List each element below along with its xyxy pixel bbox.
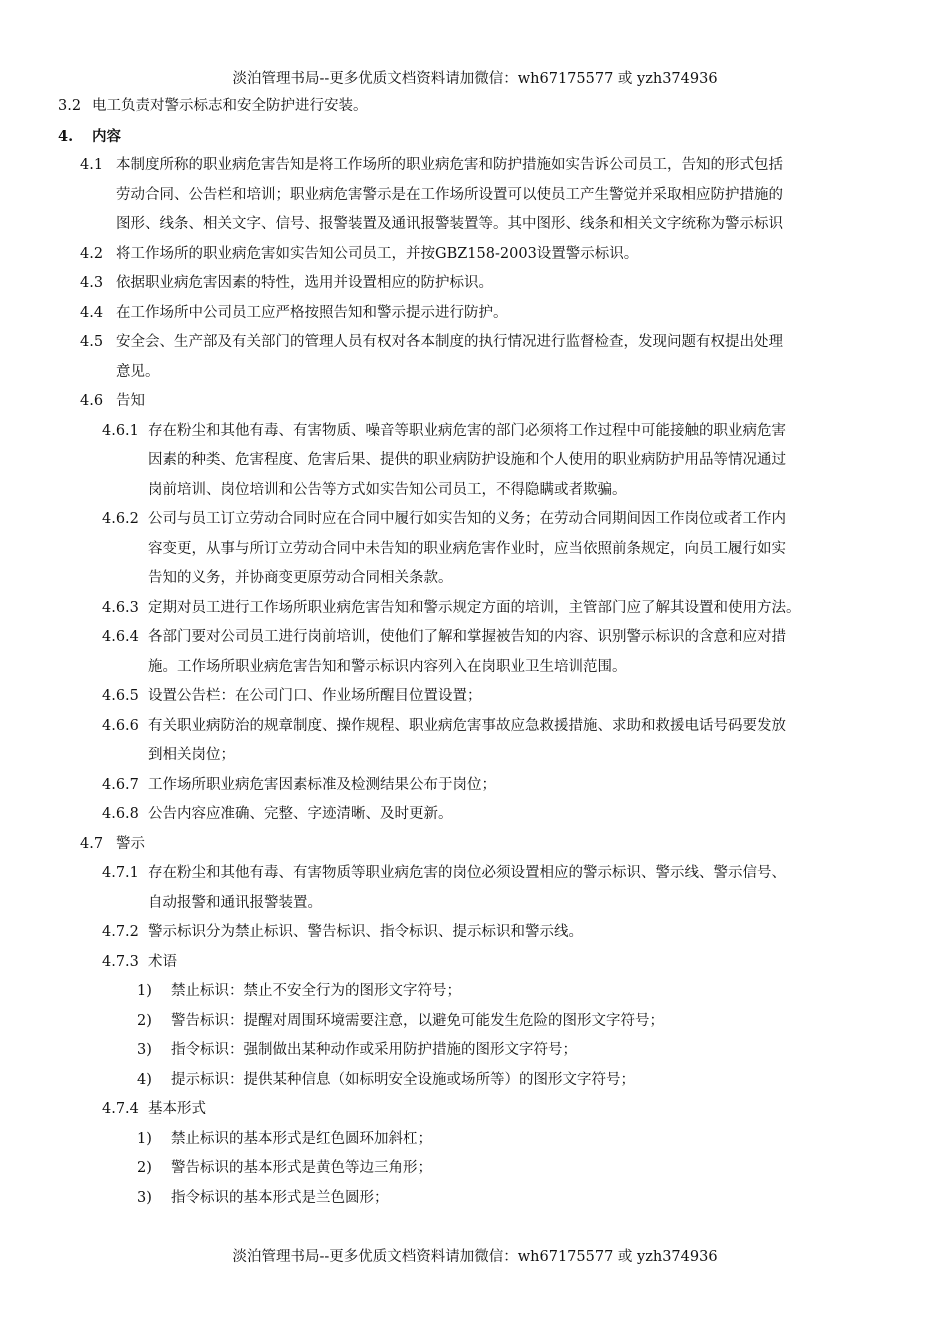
- document-line: [0, 859, 950, 889]
- document-line: [0, 240, 950, 270]
- clause-text: 提示标识：提供某种信息（如标明安全设施或场所等）的图形文字符号；: [171, 1071, 635, 1088]
- document-line: [0, 977, 950, 1007]
- document-line: [0, 712, 950, 742]
- document-line: [0, 1154, 950, 1184]
- clause-number: 3.2: [58, 98, 82, 114]
- document-line: [0, 122, 950, 152]
- clause-text: 有关职业病防治的规章制度、操作规程、职业病危害事故应急救援措施、求助和救援电话号码要发放: [148, 717, 786, 734]
- clause-text: 基本形式: [148, 1101, 206, 1117]
- page-footer: 淡泊管理书局--更多优质文档资料请加微信：wh67175577 或 yzh374936: [232, 1249, 718, 1265]
- clause-text: 劳动合同、公告栏和培训；职业病危害警示是在工作场所设置可以使员工产生警觉并采取相应防护措施的: [116, 186, 783, 203]
- clause-text: 指令标识：强制做出某种动作或采用防护措施的图形文字符号；: [171, 1042, 577, 1058]
- clause-text: 在工作场所中公司员工应严格按照告知和警示提示进行防护。: [116, 304, 508, 321]
- document-line: [0, 92, 950, 122]
- clause-text: 岗前培训、岗位培训和公告等方式如实告知公司员工，不得隐瞒或者欺骗。: [148, 481, 627, 498]
- document-line: [0, 653, 950, 683]
- document-line: [0, 269, 950, 299]
- document-line: [0, 741, 950, 771]
- clause-number: 4.2: [80, 245, 104, 262]
- document-line: [0, 830, 950, 860]
- clause-text: 电工负责对警示标志和安全防护进行安装。: [92, 98, 368, 114]
- clause-text: 容变更，从事与所订立劳动合同中未告知的职业病危害作业时，应当依照前条规定，向员工履行如实: [148, 540, 786, 557]
- clause-text: 各部门要对公司员工进行岗前培训，使他们了解和掌握被告知的内容、识别警示标识的含意和应对措: [148, 629, 786, 645]
- clause-text: 工作场所职业病危害因素标准及检测结果公布于岗位；: [148, 776, 496, 793]
- document-line: [0, 358, 950, 388]
- clause-number: 1): [137, 983, 152, 999]
- clause-text: 警示标识分为禁止标识、警告标识、指令标识、提示标识和警示线。: [148, 924, 583, 940]
- clause-text: 施。工作场所职业病危害告知和警示标识内容列入在岗职业卫生培训范围。: [148, 658, 627, 675]
- clause-text: 告知的义务，并协商变更原劳动合同相关条款。: [148, 570, 453, 586]
- clause-number: 4.7: [80, 835, 104, 852]
- clause-number: 4.7.4: [102, 1101, 139, 1117]
- clause-text: 警示: [116, 835, 145, 852]
- document-line: [0, 889, 950, 919]
- clause-text: 指令标识的基本形式是兰色圆形；: [171, 1189, 389, 1206]
- document-line: [0, 1036, 950, 1066]
- clause-number: 4.6: [80, 393, 104, 409]
- clause-text: 本制度所称的职业病危害告知是将工作场所的职业病危害和防护措施如实告诉公司员工，告知的形式包括: [116, 157, 783, 173]
- document-line: [0, 1184, 950, 1214]
- clause-number: 4.7.1: [102, 865, 139, 881]
- clause-text: 警告标识的基本形式是黄色等边三角形；: [171, 1160, 432, 1176]
- clause-number: 2): [137, 1012, 152, 1029]
- clause-number: 4.6.1: [102, 422, 139, 439]
- clause-number: 4.6.6: [102, 717, 139, 734]
- document-line: [0, 771, 950, 801]
- document-line: [0, 151, 950, 181]
- document-line: [0, 623, 950, 653]
- document-line: [0, 417, 950, 447]
- document-line: [0, 1007, 950, 1037]
- clause-text: 告知: [116, 393, 145, 409]
- document-line: [0, 1066, 950, 1096]
- clause-number: 3): [137, 1189, 152, 1206]
- clause-text: 定期对员工进行工作场所职业病危害告知和警示规定方面的培训，主管部门应了解其设置和使用方法。: [148, 599, 801, 616]
- clause-number: 4.6.2: [102, 511, 139, 527]
- clause-number: 4.6.3: [102, 599, 139, 616]
- clause-text: 内容: [92, 127, 121, 145]
- clause-number: 4.6.5: [102, 688, 139, 704]
- page-header: 淡泊管理书局--更多优质文档资料请加微信：wh67175577 或 yzh374936: [232, 71, 718, 87]
- document-line: [0, 1095, 950, 1125]
- clause-number: 4.1: [80, 157, 104, 173]
- clause-text: 意见。: [116, 363, 160, 380]
- clause-number: 4.: [58, 127, 74, 145]
- document-line: [0, 387, 950, 417]
- clause-text: 设置公告栏：在公司门口、作业场所醒目位置设置；: [148, 688, 482, 704]
- clause-number: 4.5: [80, 334, 104, 350]
- clause-text: 公告内容应准确、完整、字迹清晰、及时更新。: [148, 806, 453, 822]
- document-line: [0, 446, 950, 476]
- clause-text: 术语: [148, 953, 177, 970]
- document-line: [0, 505, 950, 535]
- clause-text: 依据职业病危害因素的特性，选用并设置相应的防护标识。: [116, 275, 493, 291]
- document-line: [0, 476, 950, 506]
- clause-text: 到相关岗位；: [148, 747, 235, 763]
- document-line: [0, 535, 950, 565]
- document-line: [0, 594, 950, 624]
- clause-text: 公司与员工订立劳动合同时应在合同中履行如实告知的义务；在劳动合同期间因工作岗位或者工作内: [148, 511, 786, 527]
- clause-text: 禁止标识的基本形式是红色圆环加斜杠；: [171, 1130, 432, 1147]
- clause-text: 自动报警和通讯报警装置。: [148, 894, 322, 911]
- document-line: [0, 328, 950, 358]
- clause-text: 图形、线条、相关文字、信号、报警装置及通讯报警装置等。其中图形、线条和相关文字统称为警示标识: [116, 216, 783, 232]
- document-line: [0, 181, 950, 211]
- document-line: [0, 948, 950, 978]
- clause-number: 4.6.7: [102, 776, 139, 793]
- clause-number: 3): [137, 1042, 152, 1058]
- document-line: [0, 918, 950, 948]
- document-line: [0, 1125, 950, 1155]
- clause-text: 存在粉尘和其他有毒、有害物质等职业病危害的岗位必须设置相应的警示标识、警示线、警示信号、: [148, 865, 786, 881]
- clause-number: 4.7.2: [102, 924, 139, 940]
- clause-text: 将工作场所的职业病危害如实告知公司员工，并按GBZ158-2003设置警示标识。: [116, 245, 639, 262]
- clause-number: 2): [137, 1160, 152, 1176]
- clause-number: 4.3: [80, 275, 104, 291]
- clause-text: 警告标识：提醒对周围环境需要注意，以避免可能发生危险的图形文字符号；: [171, 1012, 664, 1029]
- clause-text: 存在粉尘和其他有毒、有害物质、噪音等职业病危害的部门必须将工作过程中可能接触的职业病危害: [148, 422, 786, 439]
- clause-number: 4): [137, 1071, 152, 1088]
- document-line: [0, 800, 950, 830]
- clause-number: 1): [137, 1130, 152, 1147]
- clause-text: 因素的种类、危害程度、危害后果、提供的职业病防护设施和个人使用的职业病防护用品等情况通过: [148, 452, 786, 468]
- clause-number: 4.7.3: [102, 953, 139, 970]
- clause-number: 4.6.8: [102, 806, 139, 822]
- document-line: [0, 564, 950, 594]
- clause-text: 禁止标识：禁止不安全行为的图形文字符号；: [171, 983, 461, 999]
- document-body: [0, 92, 950, 1213]
- clause-number: 4.6.4: [102, 629, 139, 645]
- clause-number: 4.4: [80, 304, 104, 321]
- document-line: [0, 299, 950, 329]
- document-line: [0, 210, 950, 240]
- document-line: [0, 682, 950, 712]
- clause-text: 安全会、生产部及有关部门的管理人员有权对各本制度的执行情况进行监督检查，发现问题有权提出处理: [116, 334, 783, 350]
